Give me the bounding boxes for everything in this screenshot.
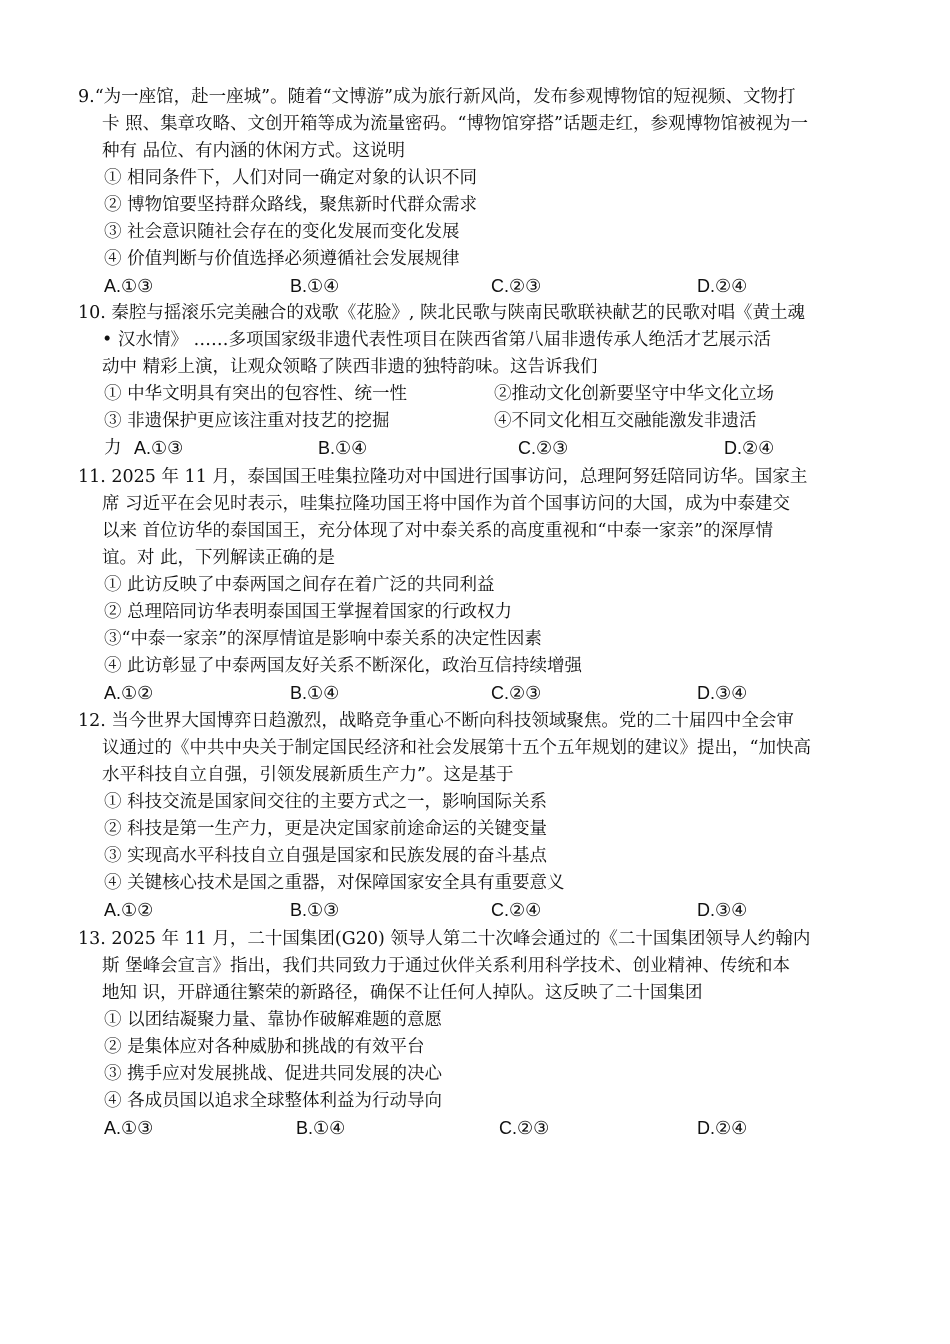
choice-b[interactable]: B.①④ — [296, 1118, 346, 1138]
question-10 — [78, 300, 878, 462]
choice-a[interactable]: A.①③ — [104, 1118, 154, 1138]
stem-line: 卡 照、集章攻略、文创开箱等成为流量密码。“博物馆穿搭”话题走红，参观博物馆被视为一 — [102, 114, 808, 134]
statement-2: ② 总理陪同访华表明泰国国王掌握着国家的行政权力 — [104, 602, 513, 622]
answer-choices — [78, 897, 878, 924]
question-stem — [78, 926, 878, 1007]
choice-c[interactable]: C.②④ — [491, 900, 542, 920]
choice-d[interactable]: D.③④ — [697, 900, 748, 920]
choice-d[interactable]: D.②④ — [724, 438, 775, 458]
statement-3: ③“中泰一家亲”的深厚情谊是影响中泰关系的决定性因素 — [104, 629, 542, 649]
statement-2: ②推动文化创新要坚守中华文化立场 — [494, 384, 774, 404]
question-9 — [78, 84, 878, 300]
statement-4: ④ 各成员国以追求全球整体利益为行动导向 — [104, 1091, 443, 1111]
statement-2: ② 是集体应对各种威胁和挑战的有效平台 — [104, 1037, 425, 1057]
stem-line: 席 习近平在会见时表示，哇集拉隆功国王将中国作为首个国事访问的大国，成为中泰建交 — [102, 494, 791, 514]
statement-1: ① 此访反映了中泰两国之间存在着广泛的共同利益 — [104, 575, 495, 595]
choice-b[interactable]: B.①④ — [290, 276, 340, 296]
choice-b[interactable]: B.①④ — [290, 683, 340, 703]
choice-c[interactable]: C.②③ — [491, 683, 542, 703]
choice-a[interactable]: A.①③ — [134, 438, 184, 458]
statement-2: ② 科技是第一生产力，更是决定国家前途命运的关键变量 — [104, 819, 548, 839]
question-stem — [78, 300, 878, 381]
question-12 — [78, 708, 878, 924]
statement-row — [78, 381, 878, 408]
stem-line: 议通过的《中共中央关于制定国民经济和社会发展第十五个五年规划的建议》提出，“加快高 — [102, 738, 811, 758]
stem-line: 以来 首位访华的泰国国王，充分体现了对中泰关系的高度重视和“中泰一家亲”的深厚情 — [102, 521, 773, 541]
stem-line: 动中 精彩上演，让观众领略了陕西非遗的独特韵味。这告诉我们 — [102, 357, 598, 377]
choice-b[interactable]: B.①④ — [318, 438, 368, 458]
statement-3: ③ 非遗保护更应该注重对技艺的挖掘 — [104, 411, 390, 431]
stem-line: 种有 品位、有内涵的休闲方式。这说明 — [102, 141, 406, 161]
answer-choices — [78, 1115, 878, 1142]
answer-choices — [78, 273, 878, 300]
statement-4: ④ 价值判断与价值选择必须遵循社会发展规律 — [104, 249, 460, 269]
statement-1: ① 中华文明具有突出的包容性、统一性 — [104, 384, 408, 404]
question-stem — [78, 84, 878, 165]
statement-4: ④ 关键核心技术是国之重器，对保障国家安全具有重要意义 — [104, 873, 565, 893]
statement-4-tail: 力 — [104, 438, 122, 458]
answer-choices — [78, 680, 878, 707]
choice-a[interactable]: A.①② — [104, 900, 154, 920]
question-11 — [78, 464, 878, 707]
statement-1: ① 相同条件下，人们对同一确定对象的认识不同 — [104, 168, 478, 188]
stem-line: 13. 2025 年 11 月，二十国集团(G20) 领导人第二十次峰会通过的《二十国集团领导人约翰内 — [78, 929, 811, 949]
question-stem — [78, 464, 878, 572]
choice-d[interactable]: D.②④ — [697, 276, 748, 296]
stem-line: 谊。对 此，下列解读正确的是 — [102, 548, 336, 568]
choice-d[interactable]: D.③④ — [697, 683, 748, 703]
choice-b[interactable]: B.①③ — [290, 900, 340, 920]
answer-choices — [78, 435, 878, 462]
stem-line: • 汉水情》 ……多项国家级非遗代表性项目在陕西省第八届非遗传承人绝活才艺展示活 — [102, 330, 771, 350]
statement-3: ③ 社会意识随社会存在的变化发展而变化发展 — [104, 222, 460, 242]
question-stem — [78, 708, 878, 789]
statement-row — [78, 408, 878, 435]
choice-a[interactable]: A.①② — [104, 683, 154, 703]
statement-3: ③ 携手应对发展挑战、促进共同发展的决心 — [104, 1064, 443, 1084]
statement-4: ④不同文化相互交融能激发非遗活 — [494, 411, 757, 431]
choice-d[interactable]: D.②④ — [697, 1118, 748, 1138]
stem-line: 水平科技自立自强，引领发展新质生产力”。这是基于 — [102, 765, 514, 785]
stem-line: 9.“为一座馆，赴一座城”。随着“文博游”成为旅行新风尚，发布参观博物馆的短视频、文物打 — [78, 87, 796, 107]
stem-line: 10. 秦腔与摇滚乐完美融合的戏歌《花脸》, 陕北民歌与陕南民歌联袂献艺的民歌对唱《黄土魂 — [78, 303, 806, 323]
stem-line: 11. 2025 年 11 月，泰国国王哇集拉隆功对中国进行国事访问，总理阿努廷陪同访华。国家主 — [78, 467, 808, 487]
statement-1: ① 科技交流是国家间交往的主要方式之一，影响国际关系 — [104, 792, 548, 812]
choice-c[interactable]: C.②③ — [491, 276, 542, 296]
choice-c[interactable]: C.②③ — [518, 438, 569, 458]
choice-c[interactable]: C.②③ — [499, 1118, 550, 1138]
stem-line: 地知 识，开辟通往繁荣的新路径，确保不让任何人掉队。这反映了二十国集团 — [102, 983, 703, 1003]
statement-1: ① 以团结凝聚力量、靠协作破解难题的意愿 — [104, 1010, 443, 1030]
statement-2: ② 博物馆要坚持群众路线，聚焦新时代群众需求 — [104, 195, 478, 215]
choice-a[interactable]: A.①③ — [104, 276, 154, 296]
stem-line: 斯 堡峰会宣言》指出，我们共同致力于通过伙伴关系利用科学技术、创业精神、传统和本 — [102, 956, 791, 976]
stem-line: 12. 当今世界大国博弈日趋激烈，战略竞争重心不断向科技领域聚焦。党的二十届四中全会审 — [78, 711, 794, 731]
statement-3: ③ 实现高水平科技自立自强是国家和民族发展的奋斗基点 — [104, 846, 548, 866]
question-13 — [78, 926, 878, 1142]
statement-4: ④ 此访彰显了中泰两国友好关系不断深化，政治互信持续增强 — [104, 656, 583, 676]
